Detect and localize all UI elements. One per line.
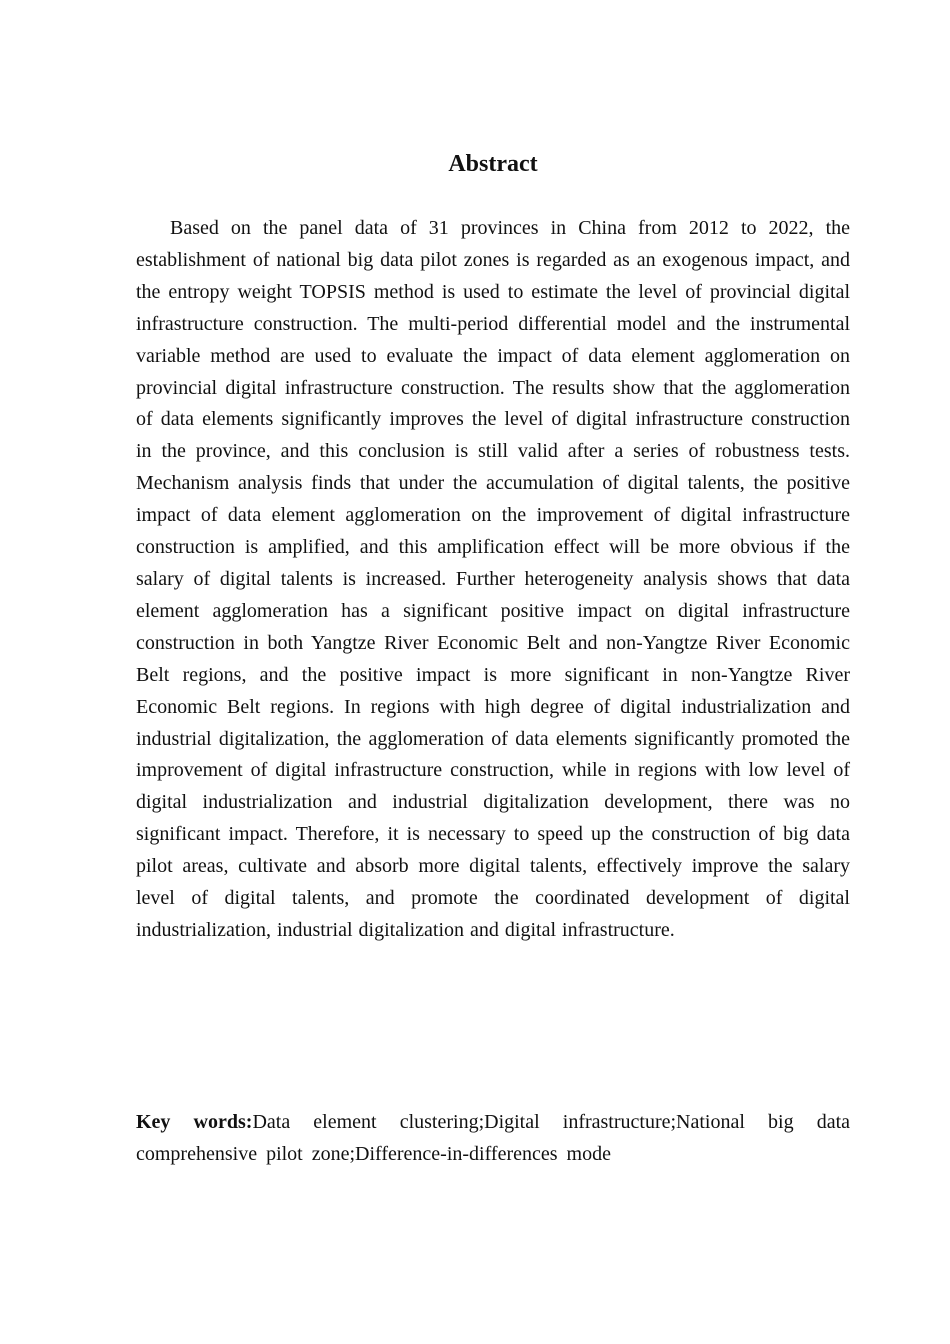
keywords-paragraph <box>136 1107 850 1171</box>
keywords-text: Data element clustering;Digital infrastructure;National big data comprehensive pilot zone;Difference-in-differences mode <box>136 1111 850 1165</box>
abstract-title: Abstract <box>448 151 538 177</box>
keywords-label: Key words: <box>136 1111 253 1133</box>
abstract-paragraph: Based on the panel data of 31 provinces in China from 2012 to 2022, the establishment of national big data pilot zones is regarded as an exogenous impact, and the entropy weight TOPSIS method is used to estimate the level of provincial digital infrastructure construction. The multi-period differential model and the instrumental variable method are used to evaluate the impact of data element agglomeration on provincial digital infrastructure construction. The results show that the agglomeration of data elements significantly improves the level of digital infrastructure construction in the province, and this conclusion is still valid after a series of robustness tests. Mechanism analysis finds that under the accumulation of digital talents, the positive impact of data element agglomeration on the improvement of digital infrastructure construction is amplified, and this amplification effect will be more obvious if the salary of digital talents is increased. Further heterogeneity analysis shows that data element agglomeration has a significant positive impact on digital infrastructure construction in both Yangtze River Economic Belt and non-Yangtze River Economic Belt regions, and the positive impact is more significant in non-Yangtze River Economic Belt regions. In regions with high degree of digital industrialization and industrial digitalization, the agglomeration of data elements significantly promoted the improvement of digital infrastructure construction, while in regions with low level of digital industrialization and industrial digitalization development, there was no significant impact. Therefore, it is necessary to speed up the construction of big data pilot areas, cultivate and absorb more digital talents, effectively improve the salary level of digital talents, and promote the coordinated development of digital industrialization, industrial digitalization and digital infrastructure. <box>136 217 850 941</box>
